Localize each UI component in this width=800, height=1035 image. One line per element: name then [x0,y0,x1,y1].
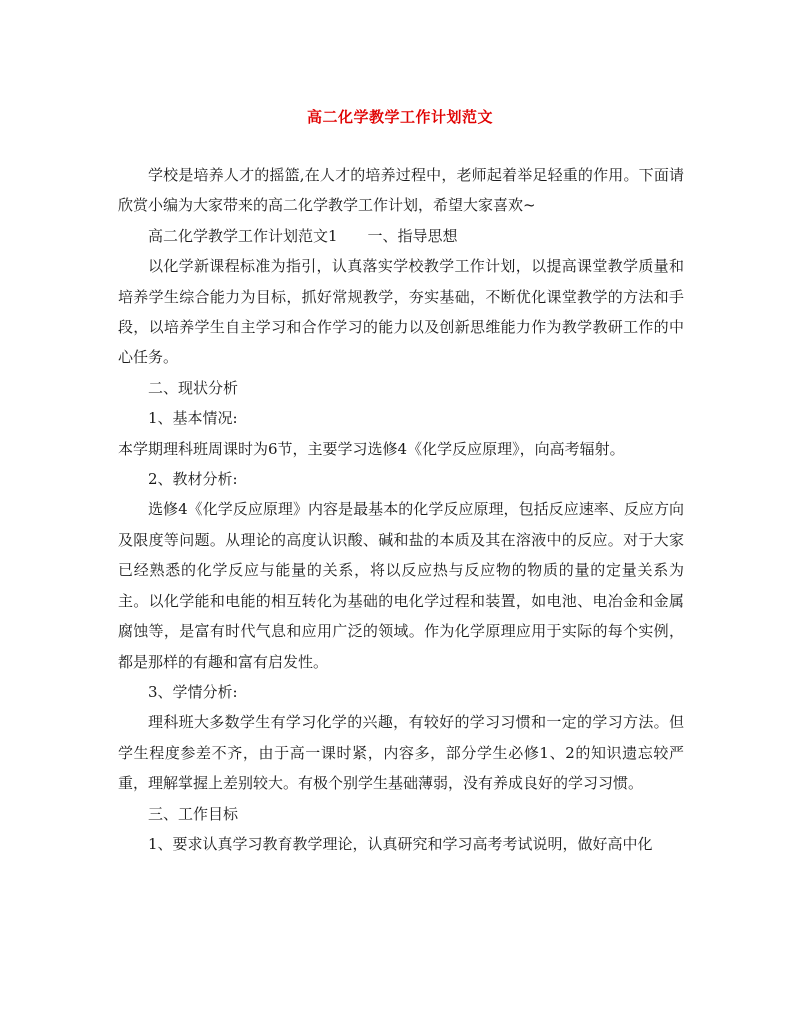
heading-student-analysis: 3、学情分析: [148,682,238,701]
subsection-heading: 一、指导思想 [367,226,458,245]
intro-paragraph: 学校是培养人才的摇篮,在人才的培养过程中，老师起着举足轻重的作用。下面请欣赏小编为大家带来的高二化学教学工作计划，希望大家喜欢~ [118,166,684,215]
work-goal-1-paragraph: 1、要求认真学习教育教学理论，认真研究和学习高考考试说明，做好高中化 [148,834,653,853]
guiding-thought-paragraph: 以化学新课程标准为指引，认真落实学校教学工作计划，以提高课堂教学质量和培养学生综合能力为目标，抓好常规教学，夯实基础，不断优化课堂教学的方法和手段，以培养学生自主学习和合作学习的能力以及创新思维能力作为教学教研工作的中心任务。 [118,257,684,367]
heading-basic-situation: 1、基本情况: [148,409,238,428]
student-analysis-paragraph: 理科班大多数学生有学习化学的兴趣，有较好的学习习惯和一定的学习方法。但学生程度参差不齐，由于高一课时紧，内容多，部分学生必修1、2的知识遗忘较严重，理解掌握上差别较大。有极个别学生基础薄弱，没有养成良好的学习习惯。 [118,713,684,793]
heading-status-analysis: 二、现状分析 [148,378,239,397]
section-heading-line [118,221,684,251]
basic-situation-paragraph: 本学期理科班周课时为6节，主要学习选修4《化学反应原理》，向高考辐射。 [118,439,625,458]
document-body [118,160,684,859]
textbook-analysis-paragraph: 选修4《化学反应原理》内容是最基本的化学反应原理，包括反应速率、反应方向及限度等问题。从理论的高度认识酸、碱和盐的本质及其在溶液中的反应。对于大家已经熟悉的化学反应与能量的关系，将以反应热与反应物的物质的量的定量关系为主。以化学能和电能的相互转化为基础的电化学过程和装置，如电池、电冶金和金属腐蚀等，是富有时代气息和应用广泛的领域。作为化学原理应用于实际的每个实例，都是那样的有趣和富有启发性。 [118,500,684,671]
section-heading: 高二化学教学工作计划范文1 [148,226,338,245]
document-title: 高二化学教学工作计划范文 [306,108,493,126]
heading-textbook-analysis: 2、教材分析: [148,470,238,489]
heading-work-goals: 三、工作目标 [148,804,239,823]
